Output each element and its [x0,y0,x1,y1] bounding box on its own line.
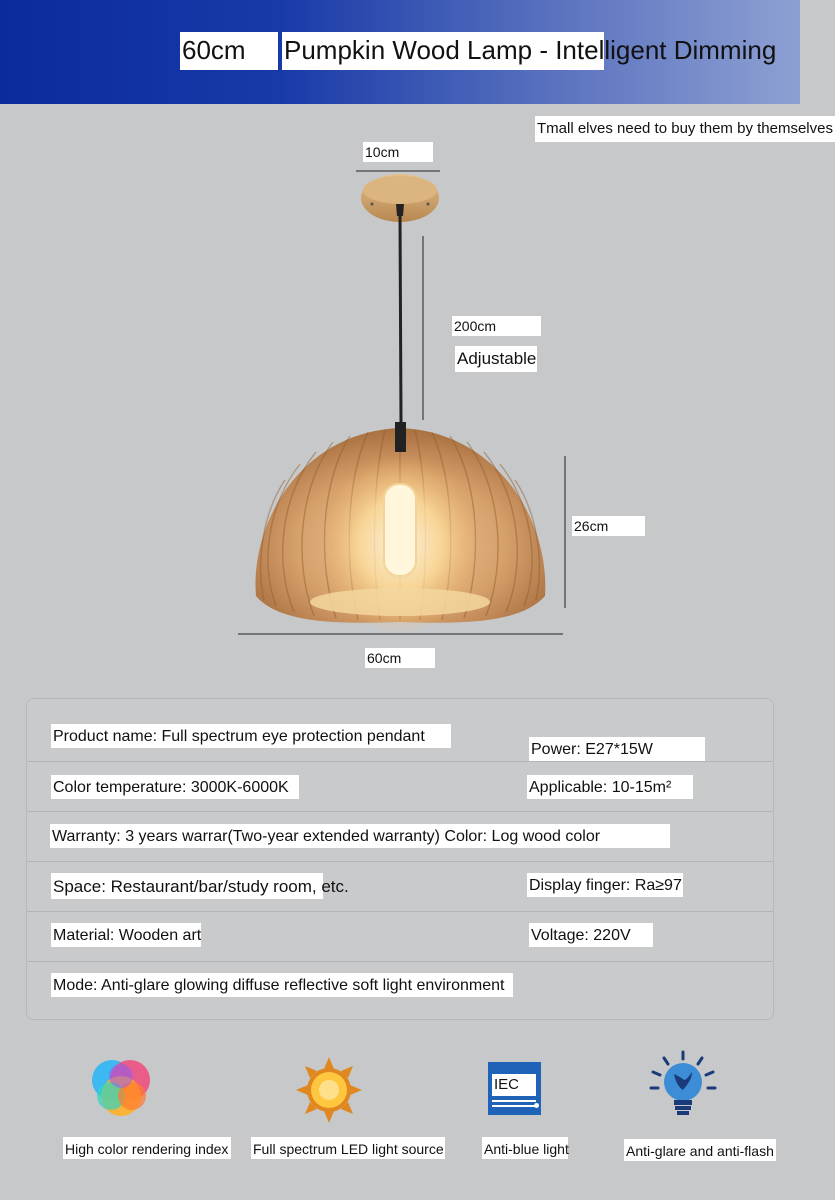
spec-space: Space: Restaurant/bar/study room, etc. [51,873,323,899]
spec-color-temperature: Color temperature: 3000K-6000K [51,775,299,799]
hand-bulb-icon [648,1050,718,1120]
spec-table [26,698,774,1020]
page-title [282,32,777,70]
spec-row [27,861,773,912]
iec-badge-icon [488,1062,541,1115]
spec-display-finger: Display finger: Ra≥97 [527,873,683,897]
bulb [384,484,416,576]
feature-label: Anti-blue light [482,1137,568,1159]
spec-voltage: Voltage: 220V [529,923,653,947]
iec-badge-text: IEC [492,1074,536,1096]
page-title-text: Pumpkin Wood Lamp - Intelligent Dimming [284,35,777,65]
spec-row [27,761,773,812]
feature-label: Full spectrum LED light source [251,1137,445,1159]
lamp-illustration [0,104,800,704]
spec-row [27,961,773,1011]
spec-material: Material: Wooden art [51,923,201,947]
width-dimension: 60cm [365,648,435,668]
spec-row [27,911,773,962]
spec-mode: Mode: Anti-glare glowing diffuse reflective soft light environment [51,973,513,997]
header-note: Tmall elves need to buy them by themselves [535,116,835,142]
spec-power: Power: E27*15W [529,737,705,761]
spec-row [27,811,773,862]
spec-product-name: Product name: Full spectrum eye protection pendant [51,724,451,748]
cord [400,214,401,422]
spec-applicable: Applicable: 10-15m² [527,775,693,799]
sun-icon [294,1055,364,1125]
height-dimension: 26cm [572,516,645,536]
title-size: 60cm [180,32,278,70]
spec-row [27,711,773,762]
canopy-dimension: 10cm [363,142,433,162]
spec-warranty-color: Warranty: 3 years warrar(Two-year extended warranty) Color: Log wood color [50,824,670,848]
cord-adjustable-note: Adjustable [455,346,537,372]
color-wheel-icon [86,1052,156,1122]
feature-label: Anti-glare and anti-flash [624,1139,776,1161]
cord-dimension: 200cm [452,316,541,336]
feature-label: High color rendering index [63,1137,231,1159]
